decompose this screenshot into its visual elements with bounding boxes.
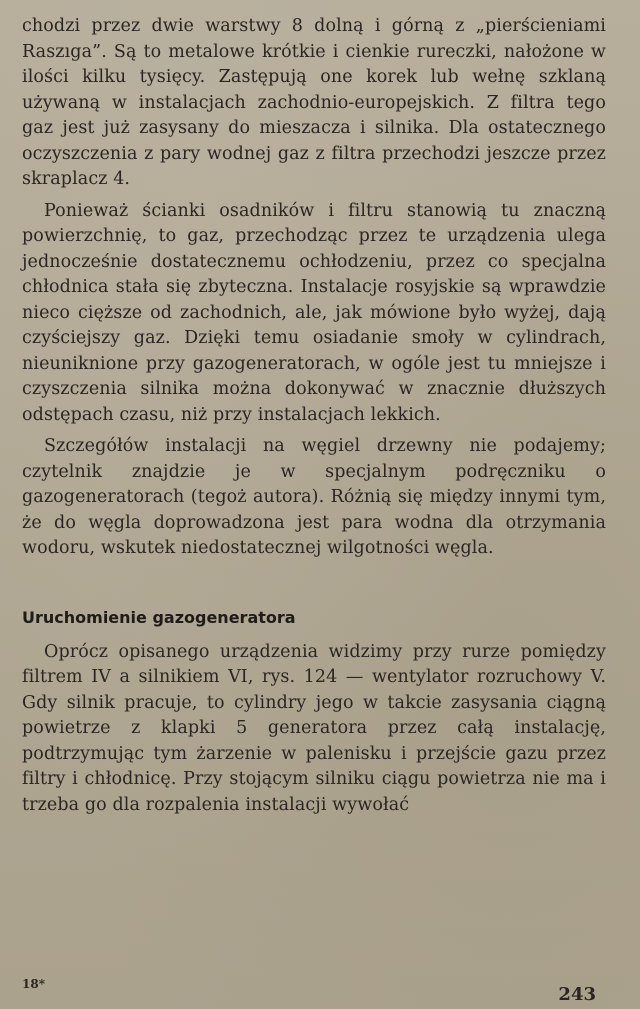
signature-mark: 18* <box>22 977 45 991</box>
paragraph-1: chodzi przez dwie warstwy 8 dolną i górną z „pierścieniami Raszıga”. Są to metalowe krótkie i cienkie rureczki, nałożone w ilości kilku tysięcy. Zastępują one korek lub wełnę szklaną używaną w instalacjach zachodnio-europejskich. Z filtra tego gaz jest już zasysany do mieszacza i silnika. Dla ostatecznego oczyszczenia z pary wodnej gaz z filtra przechodzi jeszcze przez skraplacz 4. <box>22 16 606 189</box>
paragraph-3: Szczegółów instalacji na węgiel drzewny nie podajemy; czytelnik znajdzie je w specjalnym podręczniku o gazogeneratorach (tegoż autora). Różnią się między innymi tym, że do węgla doprowadzona jest para wodna dla otrzymania wodoru, wskutek niedostatecznej wilgotności węgla. <box>22 436 606 558</box>
page-footer <box>22 977 596 1005</box>
paragraph-2: Ponieważ ścianki osadników i filtru stanowią tu znaczną powierzchnię, to gaz, przechodząc przez te urządzenia ulega jednocześnie dostatecznemu ochłodzeniu, przez co specjalna chłodnica stała się zbyteczna. Instalacje rosyjskie są wprawdzie nieco cięższe od zachodnich, ale, jak mówione było wyżej, dają czyściejszy gaz. Dzięki temu osiadanie smoły w cylindrach, nieuniknione przy gazogeneratorach, w ogóle jest tu mniejsze i czyszczenia silnika można dokonywać w znacznie dłuższych odstępach czasu, niż przy instalacjach lekkich. <box>22 200 606 425</box>
paragraph-4: Oprócz opisanego urządzenia widzimy przy rurze pomiędzy filtrem IV a silnikiem VI, rys. 124 — wentylator rozruchowy V. Gdy silnik pracuje, to cylindry jego w takcie zasysania ciągną powietrze z klapki 5 generatora przez całą instalację, podtrzymując tym żarzenie w palenisku i przejście gazu przez filtry i chłodnicę. Przy stojącym silniku ciągu powietrza nie ma i trzeba go dla rozpalenia instalacji wywołać <box>22 641 606 815</box>
page-number: 243 <box>558 984 596 1005</box>
section-heading: Uruchomienie gazogeneratora <box>22 607 296 627</box>
